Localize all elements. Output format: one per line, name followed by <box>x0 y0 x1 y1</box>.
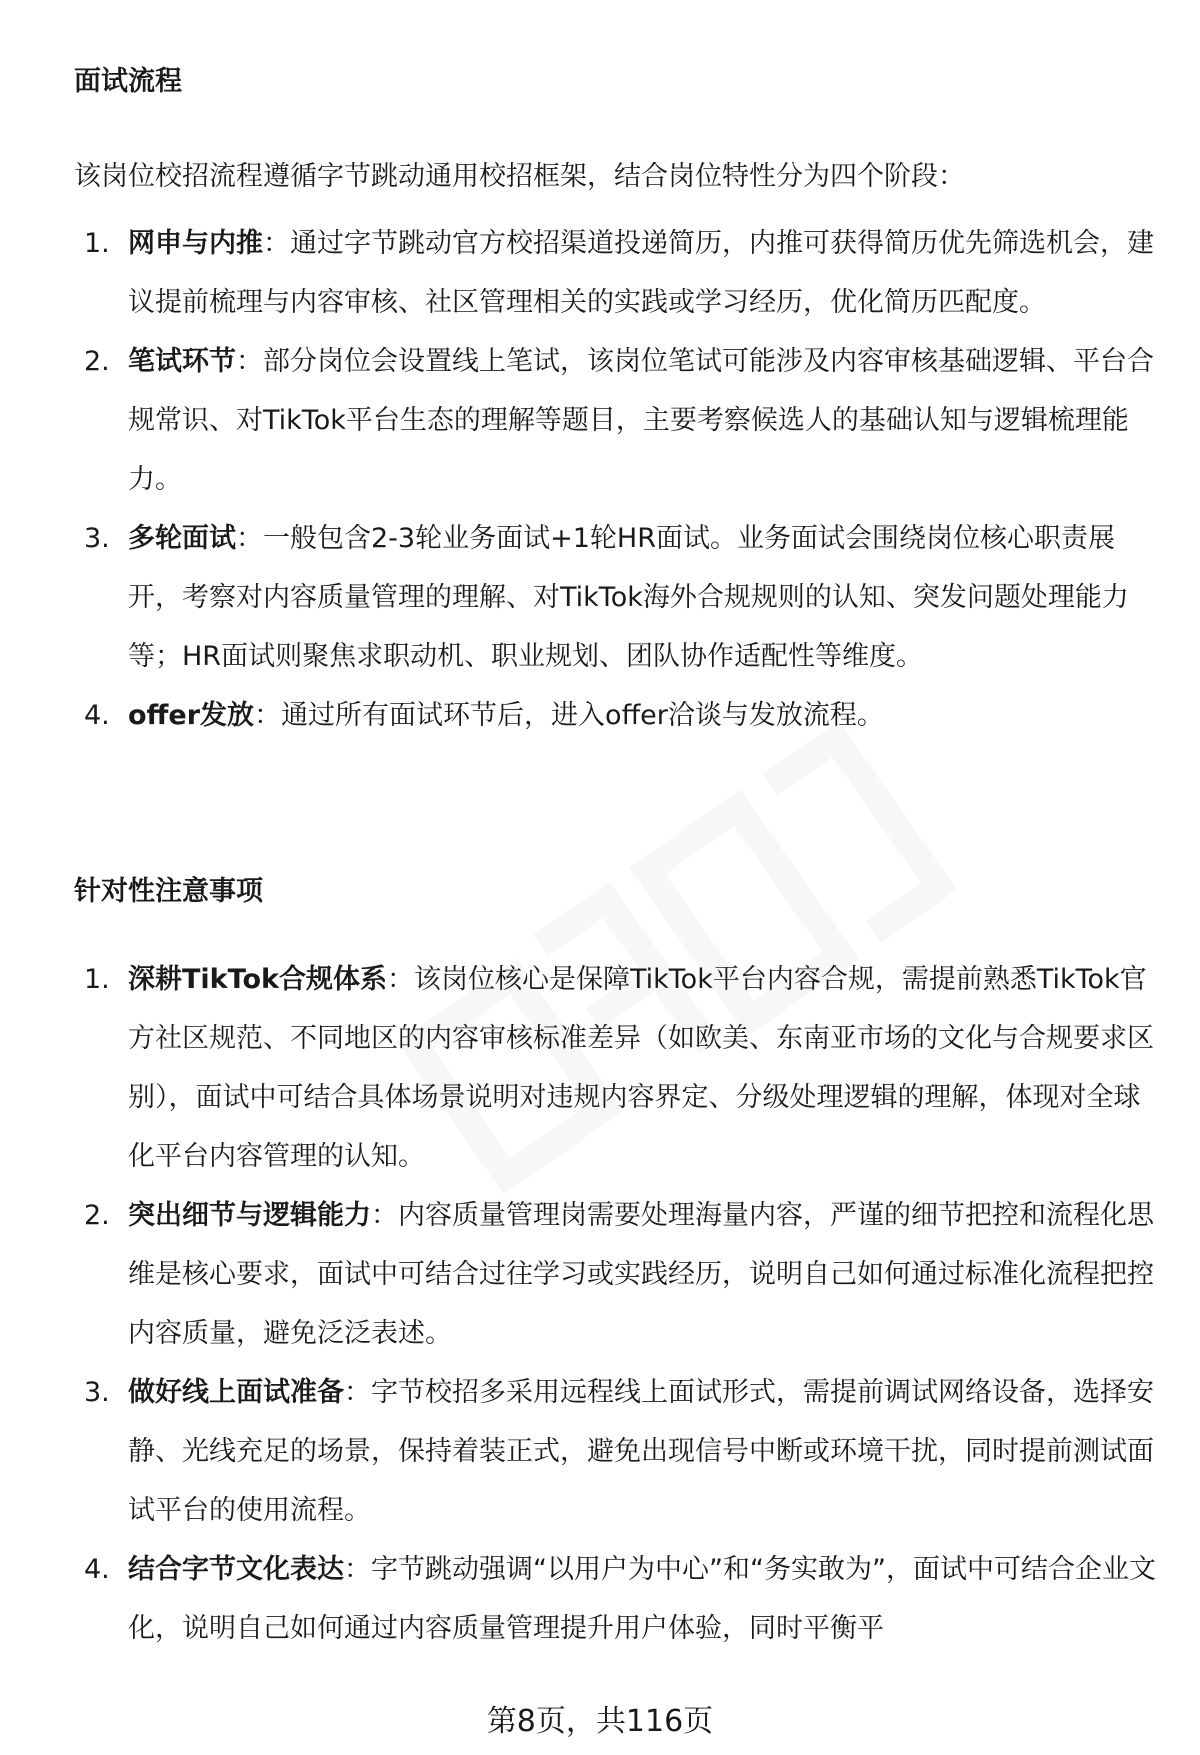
list-item <box>0 509 1200 686</box>
list-number: 4. <box>84 700 110 731</box>
list-separator: ： <box>236 346 263 377</box>
list-term: 笔试环节 <box>128 346 236 377</box>
list-item <box>0 950 1200 1186</box>
list-text: 部分岗位会设置线上笔试，该岗位笔试可能涉及内容审核基础逻辑、平台合规常识、对TikTok平台生态的理解等题目，主要考察候选人的基础认知与逻辑梳理能力。 <box>128 346 1154 495</box>
list-text: 该岗位核心是保障TikTok平台内容合规，需提前熟悉TikTok官方社区规范、不同地区的内容审核标准差异（如欧美、东南亚市场的文化与合规要求区别），面试中可结合具体场景说明对违规内容界定、分级处理逻辑的理解，体现对全球化平台内容管理的认知。 <box>128 964 1154 1172</box>
list-item <box>0 332 1200 509</box>
list-term: offer发放 <box>128 700 255 731</box>
list-item <box>0 214 1200 332</box>
section-intro: 该岗位校招流程遵循字节跳动通用校招框架，结合岗位特性分为四个阶段： <box>74 161 965 192</box>
list-text: 通过所有面试环节后，进入offer洽谈与发放流程。 <box>281 700 884 731</box>
notes-list <box>0 950 1200 1658</box>
list-text: 一般包含2-3轮业务面试+1轮HR面试。业务面试会围绕岗位核心职责展开，考察对内容质量管理的理解、对TikTok海外合规规则的认知、突发问题处理能力等；HR面试则聚焦求职动机、职业规划、团队协作适配性等维度。 <box>128 523 1129 672</box>
list-separator: ： <box>236 523 263 554</box>
section-title-notes: 针对性注意事项 <box>74 876 263 907</box>
list-number: 4. <box>84 1554 110 1585</box>
list-number: 3. <box>84 523 110 554</box>
list-item <box>0 1540 1200 1658</box>
list-separator: ： <box>386 964 414 995</box>
list-item <box>0 1363 1200 1540</box>
list-separator: ： <box>344 1377 371 1408</box>
list-item <box>0 686 1200 745</box>
list-number: 3. <box>84 1377 110 1408</box>
list-separator: ： <box>344 1554 371 1585</box>
list-item <box>0 1186 1200 1363</box>
list-text: 字节校招多采用远程线上面试形式，需提前调试网络设备，选择安静、光线充足的场景，保持着装正式，避免出现信号中断或环境干扰，同时提前测试面试平台的使用流程。 <box>128 1377 1154 1526</box>
list-term: 结合字节文化表达 <box>128 1554 344 1585</box>
list-number: 1. <box>84 964 110 995</box>
section-title-process: 面试流程 <box>74 66 182 97</box>
list-term: 深耕TikTok合规体系 <box>128 964 387 995</box>
page-number-footer: 第8页，共116页 <box>486 1704 714 1739</box>
process-list <box>0 214 1200 745</box>
list-number: 1. <box>84 228 110 259</box>
list-term: 网申与内推 <box>128 228 263 259</box>
list-term: 做好线上面试准备 <box>128 1377 344 1408</box>
list-term: 突出细节与逻辑能力 <box>128 1200 371 1231</box>
list-number: 2. <box>84 346 110 377</box>
list-separator: ： <box>254 700 282 731</box>
list-separator: ： <box>371 1200 398 1231</box>
list-term: 多轮面试 <box>128 523 236 554</box>
list-separator: ： <box>263 228 290 259</box>
list-text: 字节跳动强调“以用户为中心”和“务实敢为”，面试中可结合企业文化，说明自己如何通过内容质量管理提升用户体验，同时平衡平 <box>128 1554 1156 1644</box>
list-text: 通过字节跳动官方校招渠道投递简历，内推可获得简历优先筛选机会，建议提前梳理与内容审核、社区管理相关的实践或学习经历，优化简历匹配度。 <box>128 228 1154 318</box>
list-text: 内容质量管理岗需要处理海量内容，严谨的细节把控和流程化思维是核心要求，面试中可结合过往学习或实践经历，说明自己如何通过标准化流程把控内容质量，避免泛泛表述。 <box>128 1200 1154 1349</box>
list-number: 2. <box>84 1200 110 1231</box>
